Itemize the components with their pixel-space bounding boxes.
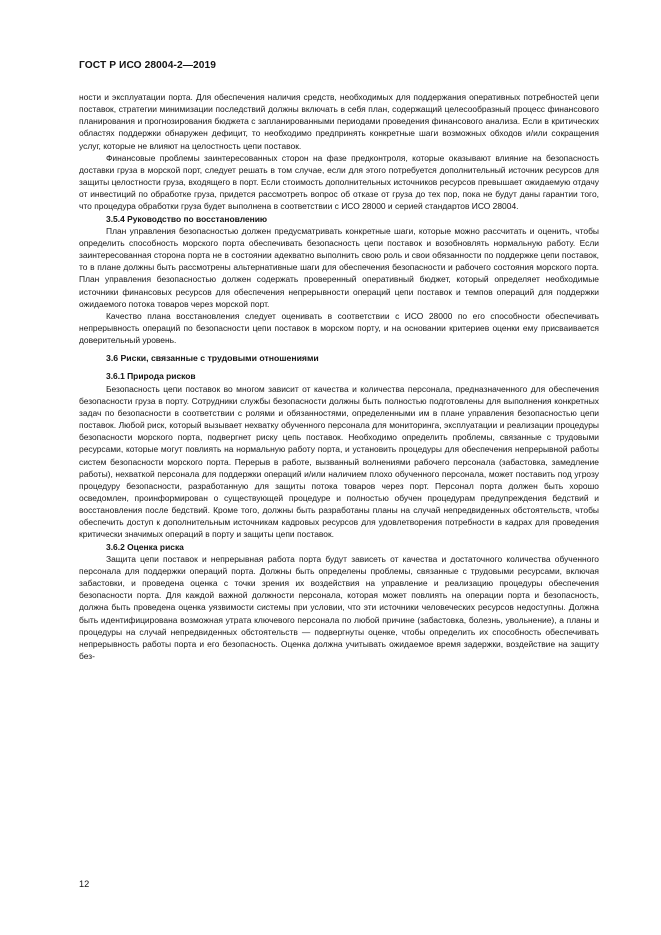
document-standard-header: ГОСТ Р ИСО 28004-2—2019 bbox=[79, 60, 217, 71]
paragraph-financial-problems: Финансовые проблемы заинтересованных сторон на фазе предконтроля, которые оказывают влияние на безопасность доставки груза в морской порт, следует решать в том случае, если для этого потребуется дополнительный источник ресурсов для защиты целостности груза, входящего в порт. Если стоимость дополнительных источников ресурсов превышает ожидаемую отдачу от инвестиций по обработке груза, придется рассмотреть вопрос об отказе от груза до тех пор, пока не будут даны гарантии того, что процедура обработки груза будет выполнена в соответствии с ИСО 28000 и серией стандартов ИСО 28004. bbox=[79, 152, 599, 212]
page-number: 12 bbox=[79, 879, 90, 889]
section-heading-3-5-4: 3.5.4 Руководство по восстановлению bbox=[106, 213, 268, 224]
section-heading-3-6-1: 3.6.1 Природа рисков bbox=[106, 371, 196, 382]
paragraph-recovery-plan: План управления безопасностью должен предусматривать конкретные шаги, которые можно рассчитать и оценить, чтобы определить способность морского порта обеспечивать безопасность цепи поставок и возобновлять нормальную работу. Если заинтересованная сторона порта не в состоянии адекватно выполнить свою роль и свои обязанности по поддержке цепи поставок, то в плане должны быть рассмотрены альтернативные шаги для обеспечения безопасности и рабочего состояния морского порта. План управления безопасностью должен содержать проверенный оперативный бюджет, который определяет необходимые источники финансовых ресурсов для обеспечения непрерывности операций цепи поставок и темпов операций для поддержки ожидаемого потока товаров через морской порт. bbox=[79, 225, 599, 309]
section-heading-3-6-2: 3.6.2 Оценка риска bbox=[106, 541, 184, 552]
paragraph-risk-assessment: Защита цепи поставок и непрерывная работа порта будут зависеть от качества и достаточного количества обученного персонала для поддержки операций порта. Должны быть определены проблемы, связанные с трудовыми ресурсами, включая забастовки, и проведена оценка с точки зрения их воздействия на управление и реализацию процедуры обеспечения безопасности порта. Для каждой важной должности персонала, которая может повлиять на операции порта и безопасность, должна быть проведена оценка уязвимости системы при условии, что эти источники человеческих ресурсов недоступны. Должна быть идентифицирована возможная утрата ключевого персонала по любой причине (забастовка, болезнь, увольнение), а планы и процедуры на случай непредвиденных обстоятельств — подвергнуты оценке, чтобы определить их способность обеспечивать непрерывность работы порта и его безопасность. Оценка должна учитывать ожидаемое время задержки, воздействие на защиту без- bbox=[79, 553, 599, 662]
document-body bbox=[79, 91, 599, 662]
paragraph-continuation: ности и эксплуатации порта. Для обеспечения наличия средств, необходимых для поддержания оперативных потребностей цепи поставок, стратегии минимизации последствий должны включать в себя план, содержащий целесообразный процесс финансового планирования и прогнозирования бюджета с запланированными периодами проведения финансового анализа. Если в критических областях поддержки обнаружен дефицит, то необходимо предпринять конкретные шаги возможных обходов и/или сокращения услуг, которые не влияют на целостность цепи поставок. bbox=[79, 92, 599, 151]
paragraph-risk-nature: Безопасность цепи поставок во многом зависит от качества и количества персонала, предназначенного для обеспечения безопасности груза в порту. Сотрудники службы безопасности должны быть полностью подготовлены для выполнения конкретных задач по безопасности в соответствии с ролями и обязанностями, определенными им в плане управления безопасностью цепи поставок. Любой риск, который вызывает нехватку обученного персонала для мониторинга, эксплуатации и реализации процедуры безопасности морского порта, подвергнет риску цепь поставок. Необходимо определить проблемы, связанные с трудовыми ресурсами, которые могут повлиять на нормальную работу порта, и установить процедуры для обеспечения непрерывной работы систем безопасности морского порта. Перерыв в работе, вызванный волнениями рабочего персонала (забастовка, замедление работы), нехваткой персонала для поддержки операций и/или наличием плохо обученного персонала, может поставить под угрозу процедуру безопасности, разработанную для защиты потока товаров через порт. Персонал порта должен быть хорошо осведомлен, проинформирован о существующей процедуре и полностью обучен процедурам предупреждения бедствий и восстановления после бедствий. Кроме того, должны быть разработаны планы на случай непредвиденных обстоятельств, чтобы обеспечить доступ к дополнительным источникам кадровых ресурсов для удовлетворения потребности в кадрах для проведения критически значимых операций в порту и защиты цепи поставок. bbox=[79, 383, 599, 540]
paragraph-recovery-quality: Качество плана восстановления следует оценивать в соответствии с ИСО 28000 по его способности обеспечивать непрерывность операций по безопасности цепи поставок в морском порту, и на основании критериев оценки ему присваивается доверительный уровень. bbox=[79, 310, 599, 346]
section-heading-3-6: 3.6 Риски, связанные с трудовыми отношениями bbox=[106, 353, 319, 364]
